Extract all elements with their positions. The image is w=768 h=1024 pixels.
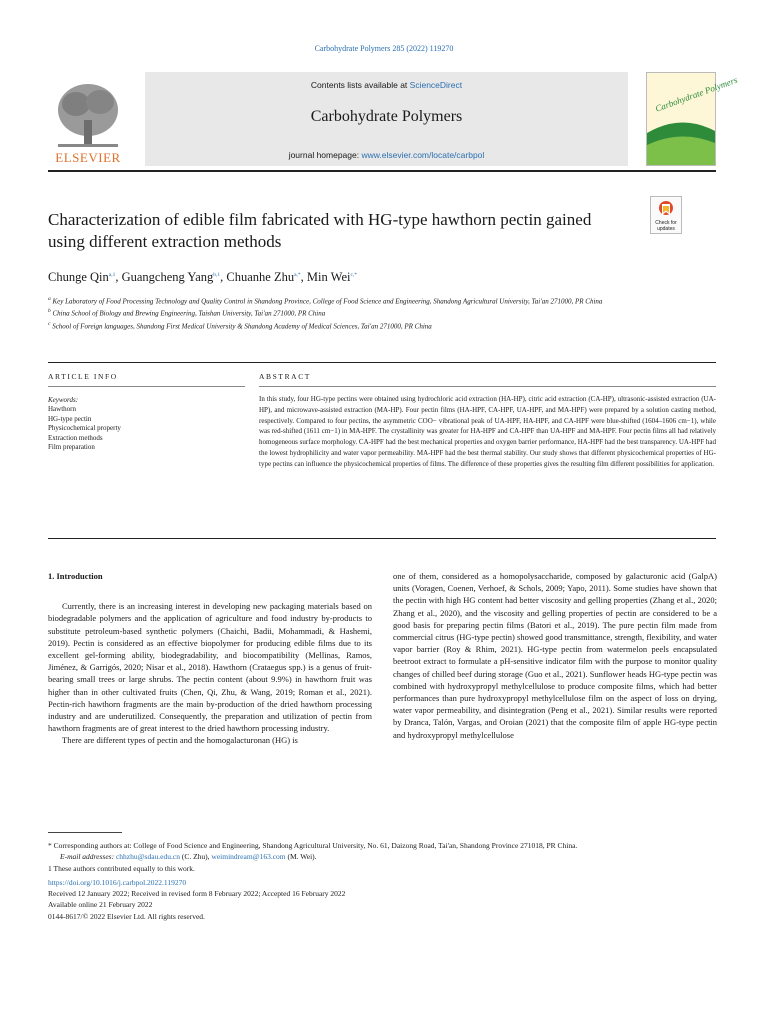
- author-name[interactable]: Chuanhe Zhu: [226, 270, 295, 284]
- keywords-block: [48, 396, 245, 452]
- affiliation-item: [48, 306, 728, 318]
- footnotes: [48, 840, 718, 922]
- header-rule: [48, 170, 716, 172]
- affiliation-item: [48, 294, 728, 306]
- affiliation-item: [48, 319, 728, 331]
- abstract-text: In this study, four HG-type pectins were obtained using hydrochloric acid extraction (HA-HP), citric acid extraction (CA-HP), ultrasonic-assisted extraction (UA-HP), and microwave-assisted extraction (MA-HP). Four pectin films (HA-HPF, CA-HPF, UA-HPF, and MA-HPF) were prepared by a solution casting method, respectively. Compared to four pectins, the asymmetric COO− vibrational peak of UA-HPF, HA-HPF, and CA-HPF were blue-shifted (1604–1606 cm−1), while was red-shifted (1611 cm−1) in MA-HPF. The crystallinity was greater for HA-HPF and CA-HPF than UA-HPF and MA-HPF. Four pectin films all had relatively homogeneous surface morphology. CA-HPF had the best mechanical properties and oxygen barrier performance, HA-HPF had the best transparency. UA-HPF had the lowest hydrophilicity and water vapor permeability. MA-HPF had the best thermal stability. Our study shows that different physicochemical properties of HG-type pectins can influence the physicochemical properties of films. The difference of these properties gives the resulting film different possibilities for application.: [259, 395, 716, 468]
- journal-homepage: [145, 150, 628, 160]
- copyright: 0144-8617/© 2022 Elsevier Ltd. All rights reserved.: [48, 911, 205, 921]
- email-line: [48, 851, 718, 862]
- paragraph: one of them, considered as a homopolysaccharide, composed by galacturonic acid (GalpA) units (Voragen, Coenen, Verhoef, & Schols, 2009; Yapo, 2011). Some studies have shown that the pectin with high HG content had better viscosity and gelling properties (Zhang et al., 2020; Zhang et al., 2020), and the viscosity and gelling properties of pectin are considered to be a good basis for preparing pectin films (Batori et al., 2019). The pure pectin film made from commercial citrus (HG-type pectin) showed good transmittance, strength, flexibility, and water vapor barrier (Roy & Rhim, 2021). HG-type pectin from watermelon peels encapsulated beetroot extract to formulate a pH-sensitive indicator film with the purpose to monitor quality changes of chilled beef during storage (Guo et al., 2021). Sunflower heads HG-type pectin was combined with hydroxypropyl methylcellulose to produce composite films, which had better performances than pure hydroxypropyl methylcellulose film on the aspect of loss on drying, water vapor permeability, and disintegration (Peng et al., 2021). Similar results were reported by Dranca, Talón, Vargas, and Oroian (2021) that the composite film of apple HG-type pectin and hydroxypropyl methylcellulose: [393, 571, 717, 740]
- keyword: Film preparation: [48, 443, 95, 452]
- author-sup[interactable]: a,*: [294, 271, 301, 278]
- email-link[interactable]: weimindream@163.com: [211, 852, 286, 862]
- equal-contribution-note: 1 These authors contributed equally to this work.: [48, 863, 195, 873]
- abstract-bottom-rule: [48, 538, 716, 539]
- doi-link[interactable]: https://doi.org/10.1016/j.carbpol.2022.119270: [48, 877, 187, 887]
- abstract-rule: [259, 386, 716, 387]
- author-name[interactable]: Min Wei: [306, 270, 351, 284]
- contents-prefix: Contents lists available at: [310, 80, 410, 90]
- affiliation-mark: b: [48, 308, 51, 315]
- footnote-rule: [48, 832, 122, 833]
- publisher-name: ELSEVIER: [55, 150, 121, 165]
- check-for-updates-badge[interactable]: [650, 196, 682, 234]
- section-rule: [48, 362, 716, 363]
- affiliation-text: School of Foreign languages, Shandong First Medical University & Shandong Academy of Medical Sciences, Tai'an 271000, PR China: [52, 321, 432, 330]
- affiliations: [48, 294, 728, 331]
- author-name[interactable]: Chunge Qin: [48, 270, 109, 284]
- email-label: E-mail addresses:: [60, 852, 115, 862]
- affiliation-mark: c: [48, 320, 51, 327]
- email-owner: (M. Wei).: [287, 852, 317, 862]
- online-date: Available online 21 February 2022: [48, 900, 153, 910]
- affiliation-text: Key Laboratory of Food Processing Technology and Quality Control in Shandong Province, College of Food Science and Engineering, Shandong Agricultural University, Tai'an 271000, PR China: [52, 297, 603, 306]
- email-link[interactable]: chhzhu@sdau.edu.cn: [115, 852, 180, 862]
- journal-title: Carbohydrate Polymers: [310, 108, 463, 125]
- author-name[interactable]: Guangcheng Yang: [121, 270, 214, 284]
- paragraph: Currently, there is an increasing interest in developing new packaging materials based on biodegradable polymers and the application of agriculture and food industry by-products to substitute petroleum-based synthetic polymers (Chaichi, Badii, Mohammadi, & Hashemi, 2019). Pectin is considered as an effective biopolymer for producing edible films due to its excellent gel-forming ability, biodegradability, and biocompatibility (Mellinas, Ramos, Jiménez, & Garrigós, 2020; Nisar et al., 2018). Hawthorn (Crataegus spp.) is a genus of fruit-bearing small trees or large shrubs. The pectin content (about 9.9%) in hawthorn fruit was higher than in other cultivated fruits (Chen, Qi, Zhu, & Wang, 2019; Roman et al., 2021). Pectin-rich hawthorn fragments are the main by-production of the dried hawthorn processing industry and are underutilized. Consequently, the preparation and utilization of pectin from hawthorn fragments are of great interest to the dried hawthorn processing industry.: [48, 601, 372, 734]
- keyword: Extraction methods: [48, 433, 103, 442]
- affiliation-text: China School of Biology and Brewing Engineering, Taishan University, Tai'an 271000, PR China: [52, 309, 326, 318]
- journal-reference[interactable]: Carbohydrate Polymers 285 (2022) 119270: [314, 44, 454, 53]
- homepage-prefix: journal homepage:: [288, 150, 362, 160]
- bookmark-icon: [658, 200, 674, 218]
- affiliation-mark: a: [48, 296, 51, 302]
- body-column-right: [393, 570, 717, 741]
- section-heading: 1. Introduction: [48, 571, 103, 581]
- keyword: Hawthorn: [48, 405, 76, 414]
- article-title: Characterization of edible film fabricated with HG-type hawthorn pectin gained using different extraction methods: [48, 210, 592, 251]
- contents-line: [145, 80, 628, 90]
- abstract-heading: ABSTRACT: [259, 372, 311, 381]
- keyword: HG-type pectin: [48, 414, 92, 423]
- keywords-label: Keywords:: [48, 396, 79, 404]
- paragraph: There are different types of pectin and the homogalacturonan (HG) is: [62, 735, 298, 746]
- email-owner: (C. Zhu),: [181, 852, 210, 862]
- cover-art: [647, 73, 739, 165]
- journal-cover-image[interactable]: [646, 72, 739, 166]
- author-list: Chunge Qin$^{a,1}$, Guangcheng Yang$^{b,1}$, Chuanhe Zhu$^{a,*}$, Min Wei$^{c,*}$: [48, 270, 358, 284]
- article-info-rule: [48, 386, 245, 387]
- sciencedirect-link[interactable]: ScienceDirect: [409, 80, 463, 90]
- corresponding-note: * Corresponding authors at: College of Food Science and Engineering, Shandong Agricultural University, No. 61, Daizong Road, Tai'an, Shandong Province 271018, PR China.: [48, 841, 578, 850]
- keyword: Physicochemical property: [48, 424, 121, 433]
- cover-title: Carbohydrate Polymers: [653, 74, 739, 114]
- author-sup[interactable]: a,1: [108, 271, 116, 278]
- author-sup[interactable]: c,*: [350, 271, 358, 278]
- author-sup[interactable]: b,1: [213, 271, 221, 278]
- check-updates-label: Check for updates: [655, 220, 677, 232]
- article-info-heading: ARTICLE INFO: [48, 372, 118, 381]
- received-dates: Received 12 January 2022; Received in revised form 8 February 2022; Accepted 16 February 2022: [48, 889, 346, 899]
- body-column-left: [48, 570, 372, 747]
- homepage-link[interactable]: www.elsevier.com/locate/carbpol: [361, 150, 485, 160]
